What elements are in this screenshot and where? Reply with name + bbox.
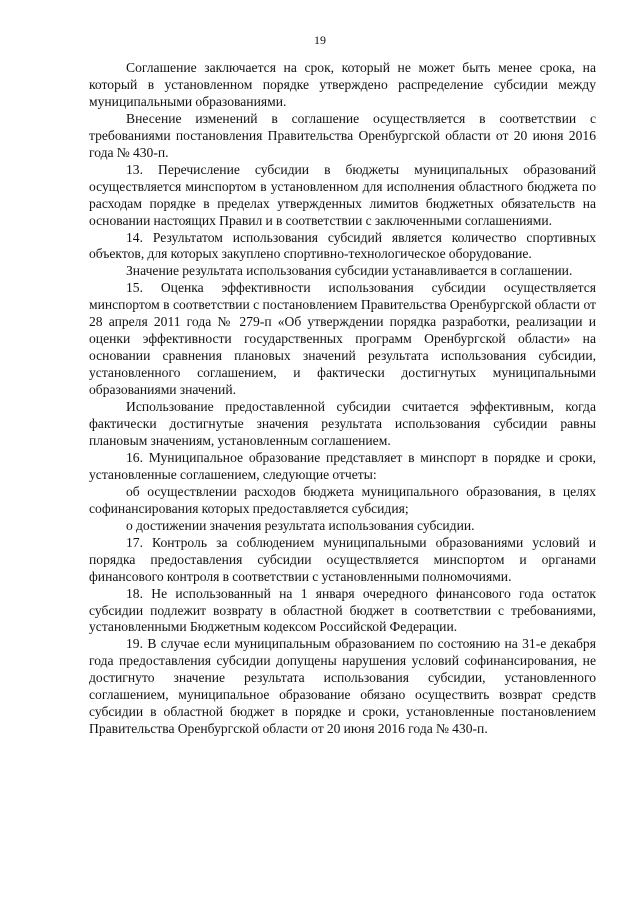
paragraph-19: 19. В случае если муниципальным образованием по состоянию на 31-е декабря года предоставления субсидии допущены нарушения условий софинансирования, не достигнуто значение результата использования субсидии, установленного соглашением, муниципальное образование обязано осуществить возврат средств субсидии в областной бюджет в порядке и сроки, установленные постановлением Правительства Оренбургской области от 20 июня 2016 года № 430-п. (89, 636, 596, 737)
document-body (89, 60, 596, 738)
paragraph-report-expenses: об осуществлении расходов бюджета муниципального образования, в целях софинансирования которых предоставляется субсидия; (89, 483, 596, 516)
paragraph-report-result: о достижении значения результата использования субсидии. (126, 517, 475, 533)
paragraph-18: 18. Не использованный на 1 января очередного финансового года остаток субсидии подлежит возврату в областной бюджет в соответствии с требованиями, установленными Бюджетным кодексом Российской Федерации. (89, 585, 596, 635)
paragraph-effective-use: Использование предоставленной субсидии считается эффективным, когда фактически достигнутые значения результата использования субсидии равны плановым значениям, установленным соглашением. (89, 399, 596, 448)
paragraph-agreement-term: Соглашение заключается на срок, который не может быть менее срока, на который в установленном порядке утверждено распределение субсидии между муниципальными образованиями. (89, 60, 596, 109)
paragraph-agreement-changes: Внесение изменений в соглашение осуществляется в соответствии с требованиями постановления Правительства Оренбургской области от 20 июня 2016 года № 430-п. (89, 110, 596, 160)
paragraph-16: 16. Муниципальное образование представляет в минспорт в порядке и сроки, установленные соглашением, следующие отчеты: (89, 449, 596, 482)
paragraph-13: 13. Перечисление субсидии в бюджеты муниципальных образований осуществляется минспортом в установленном для исполнения областного бюджета по расходам порядке в пределах утвержденных лимитов бюджетных обязательств на основании настоящих Правил и в соответствии с заключенными соглашениями. (89, 161, 596, 228)
paragraph-14: 14. Результатом использования субсидий является количество спортивных объектов, для которых закуплено спортивно-технологическое оборудование. (89, 229, 596, 262)
paragraph-15: 15. Оценка эффективности использования субсидии осуществляется минспортом в соответствии с постановлением Правительства Оренбургской области от 28 апреля 2011 года № 279-п «Об утверждении порядка разработки, реализации и оценки эффективности государственных программ Оренбургской области» на основании сравнения плановых значений результата использования субсидии, установленного соглашением, и фактически достигнутых муниципальными образованиями значений. (89, 280, 596, 398)
paragraph-17: 17. Контроль за соблюдением муниципальными образованиями условий и порядка предоставления субсидии осуществляется минспортом и органами финансового контроля в соответствии с установленными полномочиями. (89, 534, 596, 584)
paragraph-result-value: Значение результата использования субсидии устанавливается в соглашении. (126, 263, 573, 279)
page-number: 19 (314, 33, 326, 47)
